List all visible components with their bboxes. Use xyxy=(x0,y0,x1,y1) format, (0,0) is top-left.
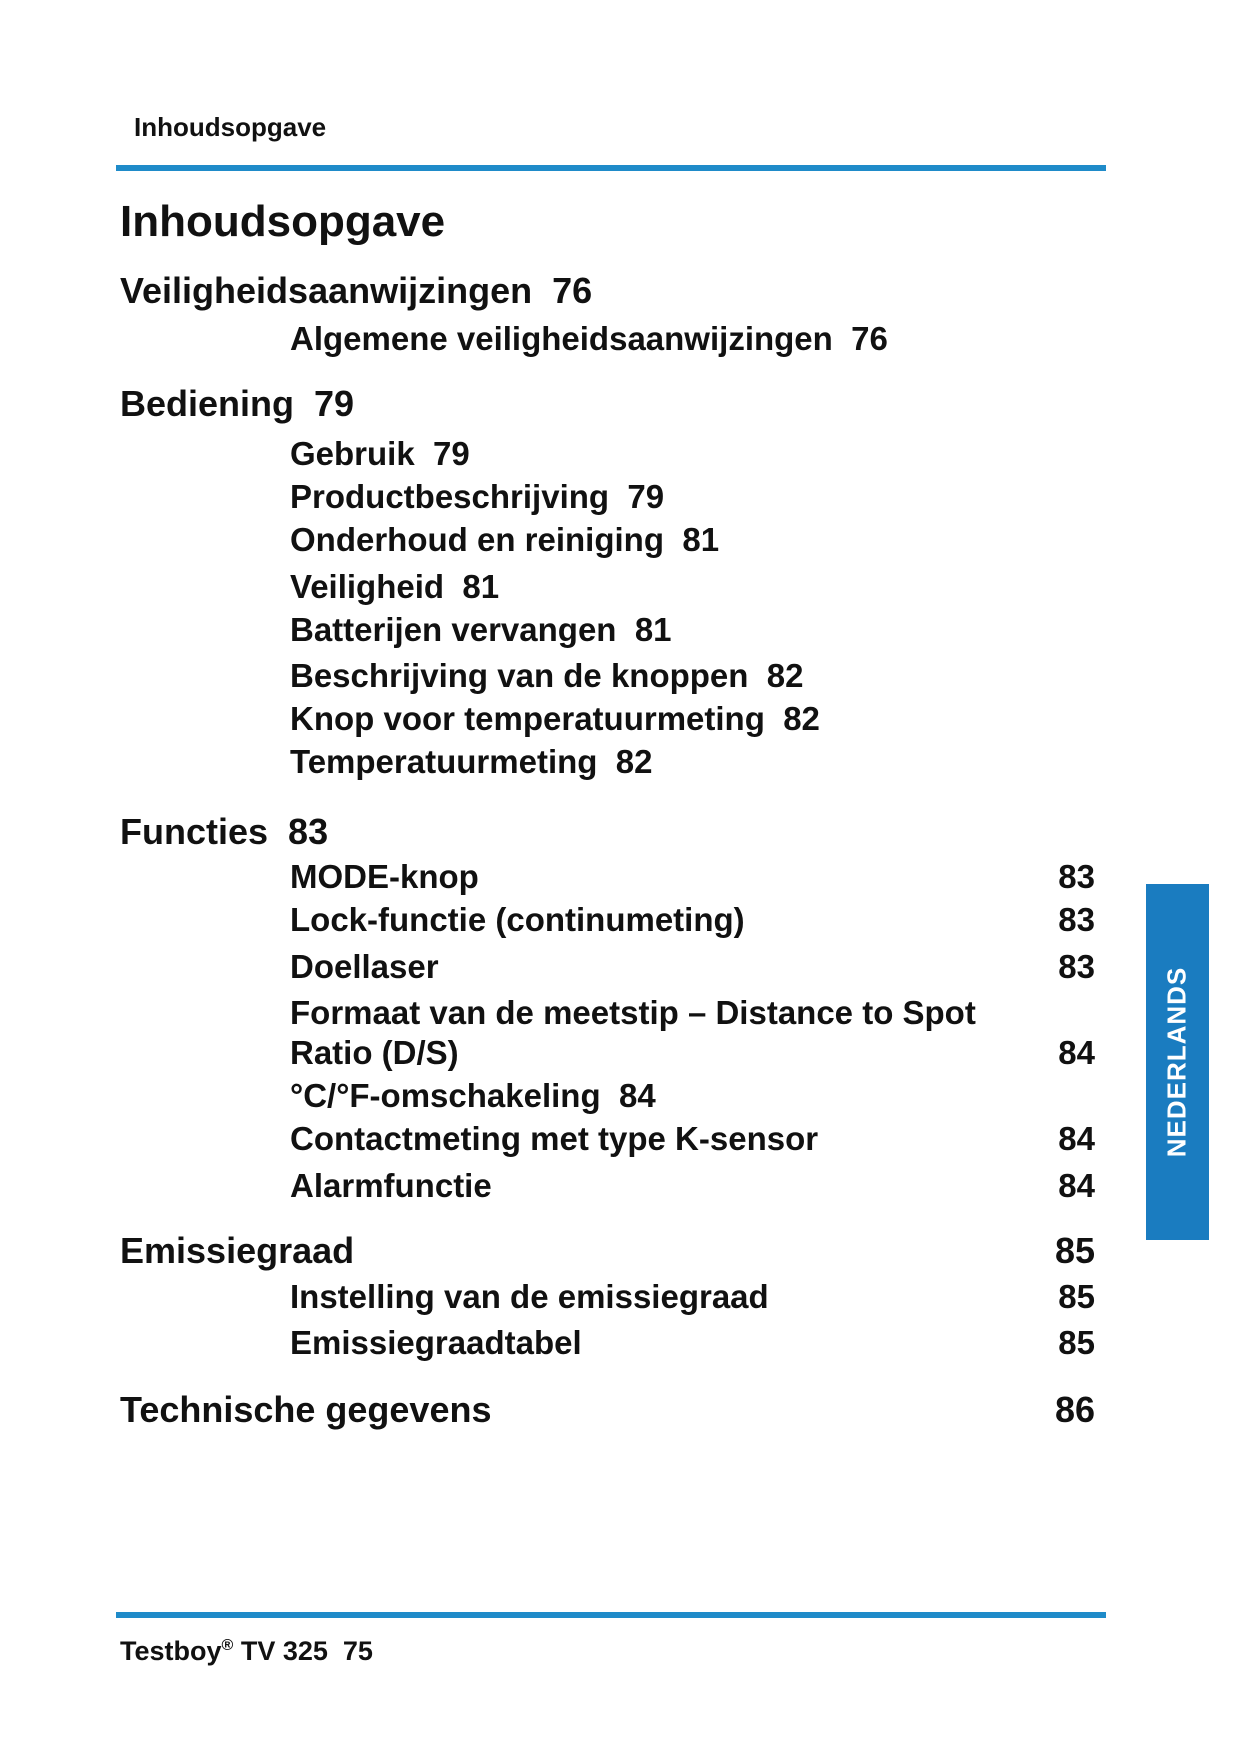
toc-item-title: Veiligheid xyxy=(290,568,445,605)
toc-item-page: 84 xyxy=(618,1077,656,1114)
toc-section-page: 76 xyxy=(552,270,593,311)
footer xyxy=(120,1636,373,1667)
toc-item-title[interactable]: Instelling van de emissiegraad xyxy=(290,1278,769,1315)
toc-item-title: Productbeschrijving xyxy=(290,478,610,515)
toc-item-page: 82 xyxy=(783,700,820,737)
toc-item-page: 84 xyxy=(1058,1120,1095,1157)
toc-item-title[interactable]: Lock-functie (continumeting) xyxy=(290,901,745,938)
toc-item[interactable] xyxy=(290,435,470,473)
toc-item[interactable] xyxy=(290,521,719,559)
toc-section-emissiegraad[interactable]: Emissiegraad xyxy=(120,1230,355,1271)
toc-item[interactable] xyxy=(290,478,664,516)
toc-item-title: Gebruik xyxy=(290,435,415,472)
footer-page-number: 75 xyxy=(342,1636,373,1666)
toc-item-page: 79 xyxy=(433,435,470,472)
toc-item-page: 79 xyxy=(627,478,665,515)
toc-section-page: 79 xyxy=(314,383,355,424)
toc-section-technische[interactable]: Technische gegevens xyxy=(120,1389,492,1430)
toc-item-title: Batterijen vervangen xyxy=(290,611,617,648)
registered-mark: ® xyxy=(221,1637,234,1654)
toc-item-page: 81 xyxy=(682,521,720,558)
toc-item-page: 83 xyxy=(1058,858,1095,895)
toc-item-title-continued[interactable]: Ratio (D/S) xyxy=(290,1034,459,1071)
toc-item-page: 85 xyxy=(1058,1278,1095,1315)
toc-section-title: Bediening xyxy=(120,383,295,424)
language-tab-label: NEDERLANDS xyxy=(1161,966,1192,1158)
toc-item-title[interactable]: Contactmeting met type K-sensor xyxy=(290,1120,819,1157)
toc-item-page: 85 xyxy=(1058,1324,1095,1361)
toc-item-title[interactable]: Formaat van de meetstip – Distance to Spot xyxy=(290,994,976,1031)
toc-item[interactable] xyxy=(290,568,499,606)
toc-item-title[interactable]: MODE-knop xyxy=(290,858,479,895)
toc-item[interactable] xyxy=(290,700,820,738)
toc-item-page: 83 xyxy=(1058,901,1095,938)
toc-item-page: 82 xyxy=(615,743,653,780)
toc-item-page: 84 xyxy=(1058,1034,1095,1071)
toc-item[interactable] xyxy=(290,657,804,695)
toc-section-title: Functies xyxy=(120,811,269,852)
page-title: Inhoudsopgave xyxy=(120,197,446,246)
toc-section-bediening[interactable] xyxy=(120,383,354,425)
toc-item-title: Beschrijving van de knoppen xyxy=(290,657,749,694)
toc-section-veiligheid[interactable] xyxy=(120,270,592,312)
toc-section-functies[interactable] xyxy=(120,811,328,853)
toc-item-page: 84 xyxy=(1058,1167,1095,1204)
toc-item-title: Temperatuurmeting xyxy=(290,743,598,780)
toc-item-page: 76 xyxy=(851,320,888,357)
toc-item-title: Onderhoud en reiniging xyxy=(290,521,664,558)
running-header: Inhoudsopgave xyxy=(134,112,327,142)
toc-item-title[interactable]: Doellaser xyxy=(290,948,439,985)
toc-section-title: Veiligheidsaanwijzingen xyxy=(120,270,533,311)
toc-section-page: 83 xyxy=(288,811,329,852)
toc-section-page: 85 xyxy=(1054,1230,1095,1271)
toc-item-title[interactable]: Alarmfunctie xyxy=(290,1167,492,1204)
toc-item-page: 82 xyxy=(766,657,804,694)
toc-item-title: °C/°F-omschakeling xyxy=(290,1077,601,1114)
toc-item-page: 81 xyxy=(634,611,672,648)
toc-item[interactable] xyxy=(290,320,888,358)
header-rule xyxy=(116,165,1106,171)
toc-item-title: Algemene veiligheidsaanwijzingen xyxy=(290,320,833,357)
toc-item-title: Knop voor temperatuurmeting xyxy=(290,700,765,737)
toc-item-title[interactable]: Emissiegraadtabel xyxy=(290,1324,582,1361)
toc-item[interactable] xyxy=(290,1077,656,1115)
toc-item[interactable] xyxy=(290,743,653,781)
footer-rule xyxy=(116,1612,1106,1618)
footer-brand: Testboy xyxy=(120,1636,222,1666)
toc-item-page: 81 xyxy=(462,568,500,605)
toc-item-page: 83 xyxy=(1058,948,1095,985)
toc-section-page: 86 xyxy=(1054,1389,1095,1430)
toc-item[interactable] xyxy=(290,611,672,649)
footer-model: TV 325 xyxy=(240,1636,328,1666)
